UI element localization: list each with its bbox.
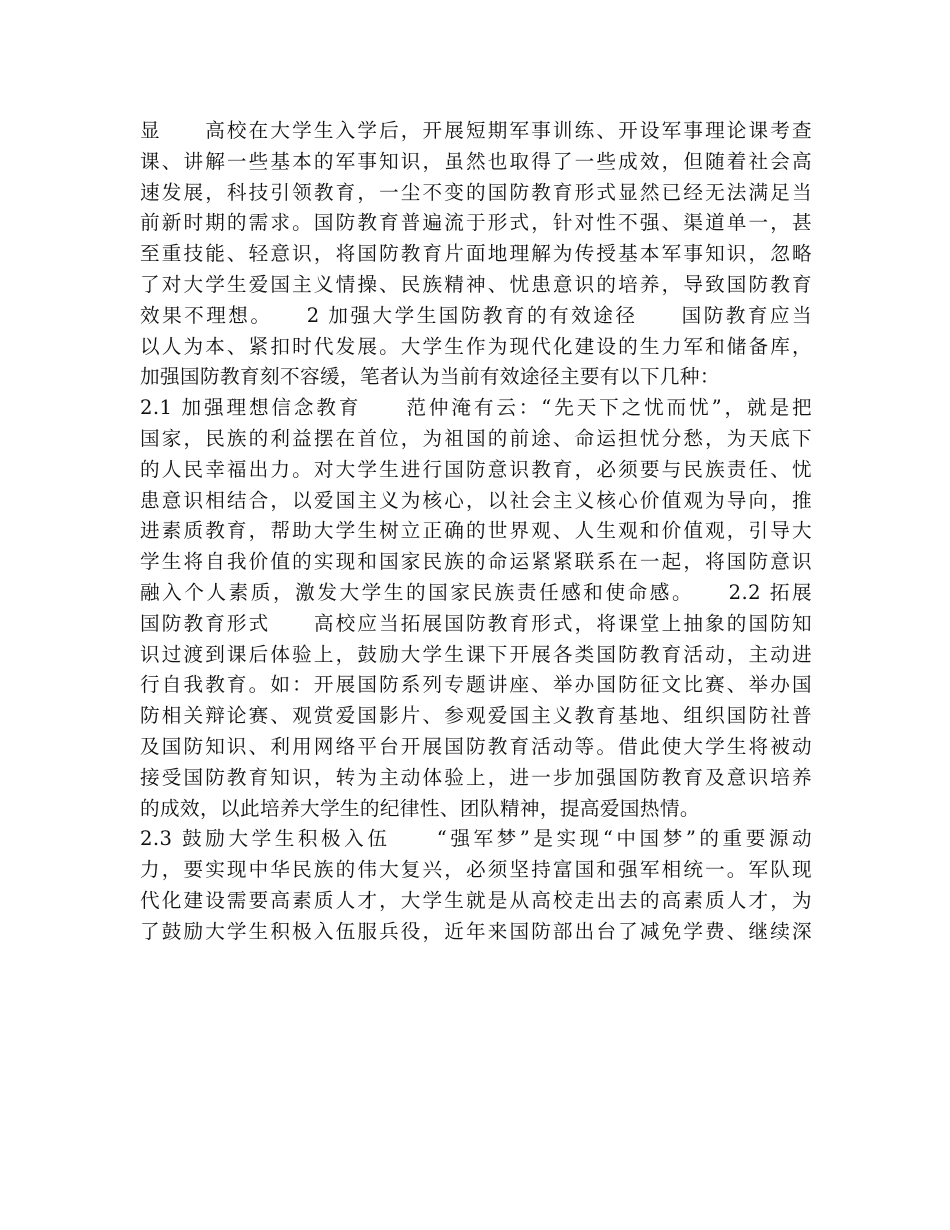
text-line: 课、讲解一些基本的军事知识，虽然也取得了一些成效，但随着社会高 (140, 149, 812, 173)
text-line: 的人民幸福出力。对大学生进行国防意识教育，必须要与民族责任、忧 (140, 457, 812, 481)
text-line: 识过渡到课后体验上，鼓励大学生课下开展各类国防教育活动，主动进 (140, 642, 812, 666)
text-line: 融入个人素质，激发大学生的国家民族责任感和使命感。 2.2 拓展 (140, 580, 812, 604)
text-line: 显 高校在大学生入学后，开展短期军事训练、开设军事理论课考查 (140, 119, 812, 142)
text-line: 国防教育形式 高校应当拓展国防教育形式，将课堂上抽象的国防知 (140, 611, 812, 635)
text-line: 至重技能、轻意识，将国防教育片面地理解为传授基本军事知识，忽略 (140, 242, 812, 266)
text-line: 加强国防教育刻不容缓，笔者认为当前有效途径主要有以下几种： (140, 365, 720, 389)
text-line: 患意识相结合，以爱国主义为核心，以社会主义核心价值观为导向，推 (140, 488, 812, 512)
text-line: 学生将自我价值的实现和国家民族的命运紧紧联系在一起，将国防意识 (140, 550, 812, 574)
text-line: 进素质教育，帮助大学生树立正确的世界观、人生观和价值观，引导大 (140, 519, 812, 543)
text-line: 前新时期的需求。国防教育普遍流于形式，针对性不强、渠道单一，甚 (140, 211, 812, 235)
text-line: 力，要实现中华民族的伟大复兴，必须坚持富国和强军相统一。军队现 (140, 858, 812, 882)
text-line: 速发展，科技引领教育，一尘不变的国防教育形式显然已经无法满足当 (140, 180, 812, 204)
text-line: 代化建设需要高素质人才，大学生就是从高校走出去的高素质人才，为 (140, 888, 812, 912)
text-line: 以人为本、紧扣时代发展。大学生作为现代化建设的生力军和储备库， (140, 334, 812, 358)
text-line: 国家，民族的利益摆在首位，为祖国的前途、命运担忧分愁，为天底下 (140, 426, 812, 450)
text-line: 接受国防教育知识，转为主动体验上，进一步加强国防教育及意识培养 (140, 765, 812, 789)
text-line: 2.1 加强理想信念教育 范仲淹有云：“先天下之忧而忧”，就是把 (140, 396, 812, 420)
text-line: 的成效，以此培养大学生的纪律性、团队精神，提高爱国热情。 (140, 796, 700, 820)
text-line: 效果不理想。 2 加强大学生国防教育的有效途径 国防教育应当 (140, 303, 812, 327)
text-line: 行自我教育。如：开展国防系列专题讲座、举办国防征文比赛、举办国 (140, 673, 812, 697)
text-line: 了鼓励大学生积极入伍服兵役，近年来国防部出台了减免学费、继续深 (140, 919, 812, 943)
text-line: 2.3 鼓励大学生积极入伍 “强军梦”是实现“中国梦”的重要源动 (140, 827, 812, 851)
body-text (140, 116, 812, 948)
text-line: 及国防知识、利用网络平台开展国防教育活动等。借此使大学生将被动 (140, 734, 812, 758)
text-line: 防相关辩论赛、观赏爱国影片、参观爱国主义教育基地、组织国防社普 (140, 704, 812, 728)
text-line: 了对大学生爱国主义情操、民族精神、忧患意识的培养，导致国防教育 (140, 272, 812, 296)
